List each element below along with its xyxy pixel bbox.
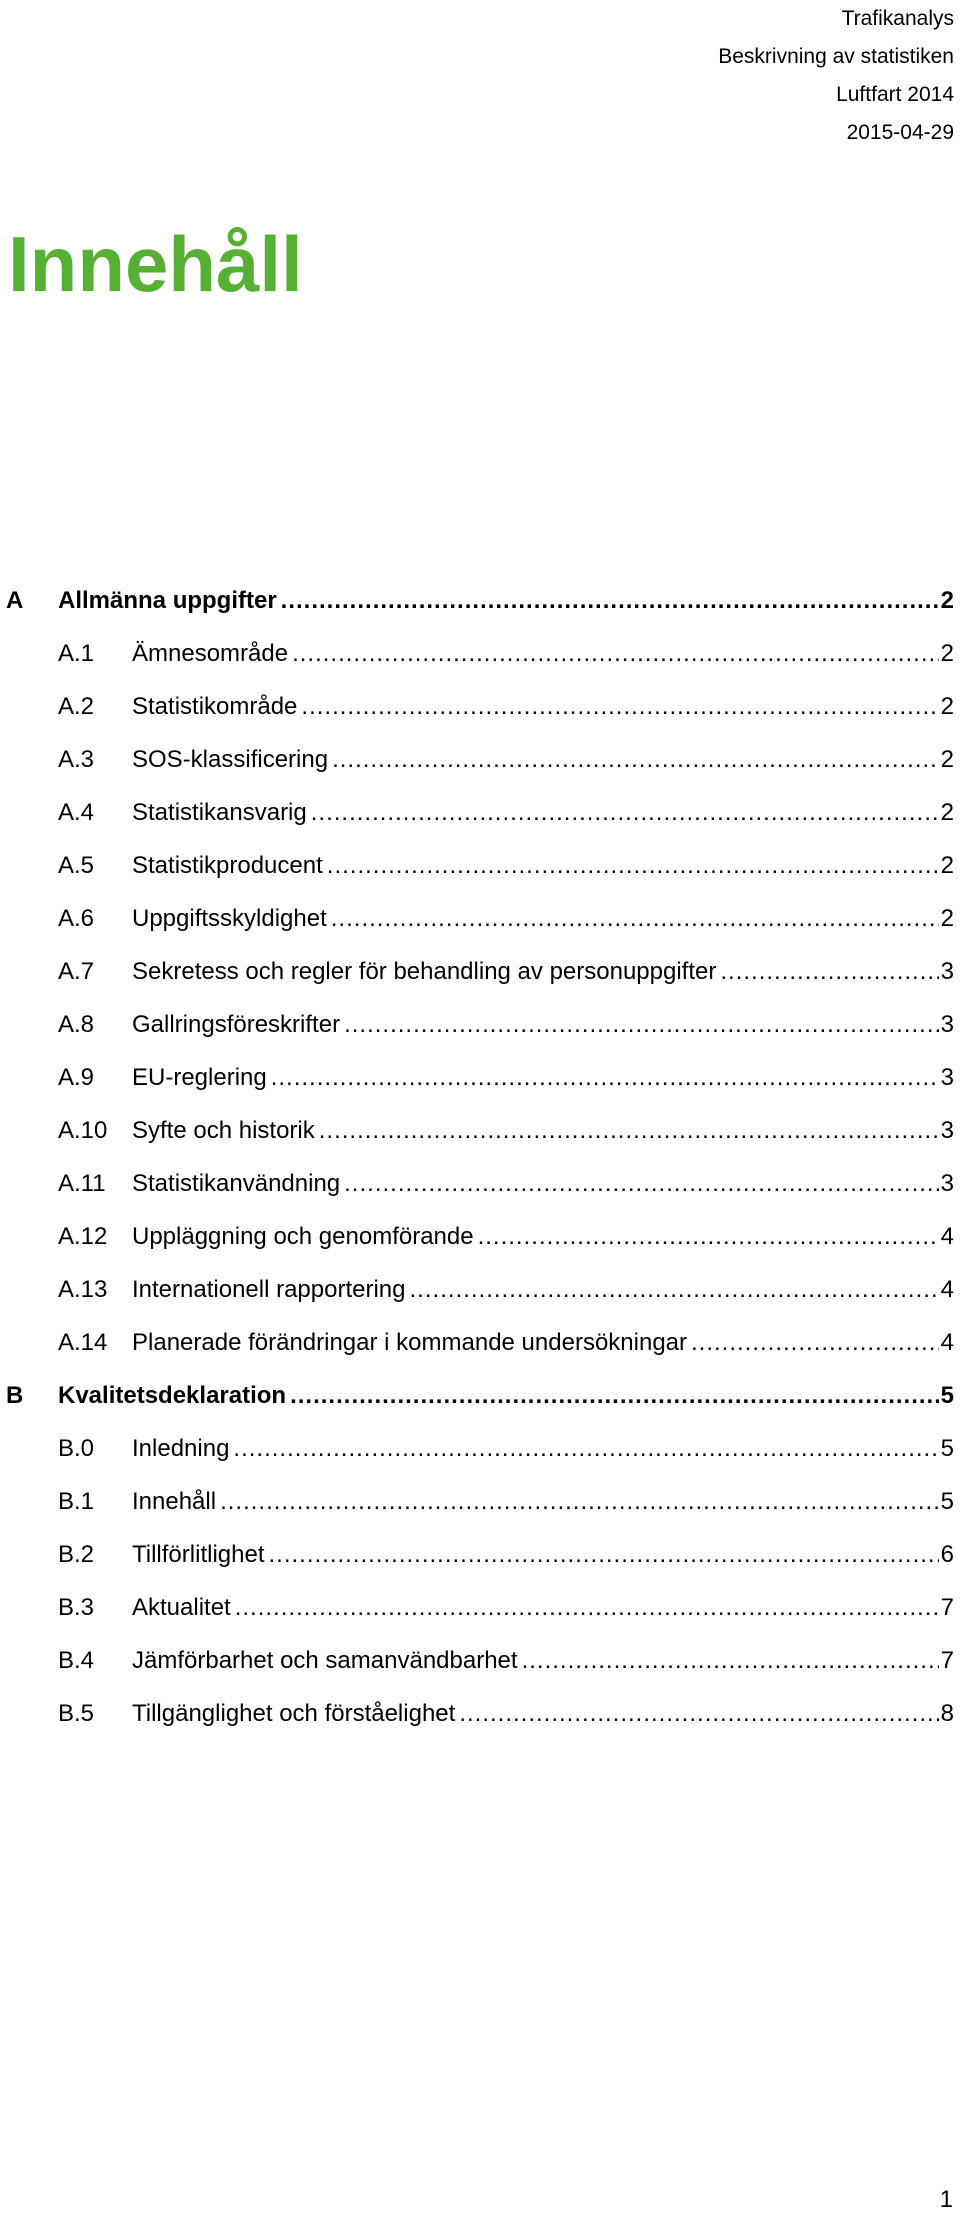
toc-number: B.4 [58, 1646, 95, 1674]
toc-dot-leader [292, 640, 939, 668]
toc-page-number: 3 [940, 1169, 954, 1197]
toc-dot-leader [332, 746, 939, 774]
toc-dot-leader [281, 587, 939, 615]
toc-page-number: 3 [940, 1063, 954, 1091]
toc-number: A.2 [58, 692, 95, 720]
toc-number: A.8 [58, 1010, 95, 1038]
toc-page-number: 5 [940, 1381, 954, 1409]
toc-entry-row[interactable] [0, 1051, 954, 1104]
toc-number: B.1 [58, 1487, 95, 1515]
toc-dot-leader [410, 1276, 939, 1304]
toc-entry-row[interactable] [0, 1475, 954, 1528]
toc-page-number: 2 [940, 692, 954, 720]
toc-dot-leader [311, 799, 939, 827]
toc-dot-leader [344, 1170, 939, 1198]
toc-label: Kvalitetsdeklaration [58, 1381, 287, 1409]
toc-entry [132, 839, 954, 892]
toc-page-number: 3 [940, 1116, 954, 1144]
toc-entry-row[interactable] [0, 1422, 954, 1475]
toc-label: Statistikansvarig [132, 798, 307, 826]
toc-label: Jämförbarhet och samanvändbarhet [132, 1646, 518, 1674]
toc-page-number: 2 [940, 798, 954, 826]
toc-page-number: 4 [940, 1222, 954, 1250]
toc-number: A.9 [58, 1063, 95, 1091]
header-org: Trafikanalys [841, 7, 954, 30]
toc-label: Planerade förändringar i kommande undersökningar [132, 1328, 687, 1356]
page-title: Innehåll [8, 220, 303, 308]
toc-entry [132, 1634, 954, 1687]
toc-entry [132, 1528, 954, 1581]
toc-number: A.11 [58, 1169, 106, 1197]
toc-page-number: 6 [940, 1540, 954, 1568]
toc-entry-row[interactable] [0, 1634, 954, 1687]
toc-entry-row[interactable] [0, 1687, 954, 1740]
toc-entry-row[interactable] [0, 786, 954, 839]
toc-number: B.5 [58, 1699, 95, 1727]
toc-number: B [6, 1381, 24, 1409]
toc-page-number: 7 [940, 1593, 954, 1621]
toc-page-number: 2 [940, 639, 954, 667]
toc-dot-leader [319, 1117, 939, 1145]
toc-dot-leader [522, 1647, 939, 1675]
toc-dot-leader [331, 905, 939, 933]
toc-label: SOS-klassificering [132, 745, 329, 773]
toc-dot-leader [344, 1011, 939, 1039]
toc-entry [58, 1369, 954, 1422]
toc-entry-row[interactable] [0, 627, 954, 680]
toc-entry-row[interactable] [0, 1210, 954, 1263]
toc-entry-row[interactable] [0, 1528, 954, 1581]
toc-entry [132, 1422, 954, 1475]
page-header [718, 0, 954, 152]
toc-entry-row[interactable] [0, 1263, 954, 1316]
header-subject: Luftfart 2014 [836, 83, 954, 106]
toc-dot-leader [268, 1541, 938, 1569]
toc-label: Statistikområde [132, 692, 298, 720]
toc-number: A.3 [58, 745, 95, 773]
toc-entry-row[interactable] [0, 1316, 954, 1369]
toc-dot-leader [301, 693, 938, 721]
toc-number: B.2 [58, 1540, 95, 1568]
toc-page-number: 5 [940, 1434, 954, 1462]
toc-entry [132, 998, 954, 1051]
header-date: 2015-04-29 [846, 121, 954, 144]
toc-entry-row[interactable] [0, 733, 954, 786]
toc-page-number: 8 [940, 1699, 954, 1727]
toc-number: A.13 [58, 1275, 108, 1303]
toc-number: A.6 [58, 904, 95, 932]
toc-label: Tillgänglighet och förståelighet [132, 1699, 456, 1727]
toc-page-number: 4 [940, 1275, 954, 1303]
toc-number: A.7 [58, 957, 95, 985]
toc-entry [132, 1263, 954, 1316]
toc-entry-row[interactable] [0, 945, 954, 998]
toc-label: Uppgiftsskyldighet [132, 904, 327, 932]
toc-page-number: 3 [940, 957, 954, 985]
toc-label: Uppläggning och genomförande [132, 1222, 474, 1250]
toc-label: Sekretess och regler för behandling av personuppgifter [132, 957, 717, 985]
toc-dot-leader [459, 1700, 938, 1728]
toc-page-number: 2 [940, 851, 954, 879]
toc-dot-leader [478, 1223, 939, 1251]
toc-entry-row[interactable] [0, 1157, 954, 1210]
toc-entry-row[interactable] [0, 839, 954, 892]
toc-entry-row[interactable] [0, 892, 954, 945]
toc-label: Internationell rapportering [132, 1275, 406, 1303]
toc-entry [132, 733, 954, 786]
toc-entry [132, 1051, 954, 1104]
toc-number: B.3 [58, 1593, 95, 1621]
toc-label: Innehåll [132, 1487, 217, 1515]
toc-entry-row[interactable] [0, 1104, 954, 1157]
toc-section-row[interactable] [0, 1369, 954, 1422]
toc-entry [132, 1316, 954, 1369]
toc-entry-row[interactable] [0, 680, 954, 733]
toc-dot-leader [691, 1329, 939, 1357]
toc-page-number: 7 [940, 1646, 954, 1674]
toc-label: Tillförlitlighet [132, 1540, 265, 1568]
toc-dot-leader [720, 958, 938, 986]
toc-label: Statistikproducent [132, 851, 323, 879]
table-of-contents [0, 574, 954, 1740]
toc-entry [58, 574, 954, 627]
toc-entry [132, 627, 954, 680]
toc-label: Gallringsföreskrifter [132, 1010, 341, 1038]
page-number: 1 [939, 2186, 953, 2213]
toc-page-number: 2 [940, 586, 954, 614]
toc-entry [132, 1687, 954, 1740]
toc-number: A.14 [58, 1328, 108, 1356]
toc-number: B.0 [58, 1434, 95, 1462]
toc-label: Statistikanvändning [132, 1169, 341, 1197]
toc-dot-leader [233, 1435, 938, 1463]
toc-page-number: 4 [940, 1328, 954, 1356]
toc-number: A.10 [58, 1116, 108, 1144]
toc-label: Ämnesområde [132, 639, 289, 667]
toc-entry [132, 1581, 954, 1634]
toc-dot-leader [220, 1488, 939, 1516]
toc-dot-leader [290, 1382, 939, 1410]
toc-section-row[interactable] [0, 574, 954, 627]
toc-entry [132, 1210, 954, 1263]
toc-entry [132, 786, 954, 839]
toc-number: A [6, 586, 24, 614]
toc-entry [132, 1157, 954, 1210]
toc-number: A.4 [58, 798, 95, 826]
toc-entry [132, 680, 954, 733]
header-doc-type: Beskrivning av statistiken [718, 45, 954, 68]
toc-label: Syfte och historik [132, 1116, 315, 1144]
toc-number: A.12 [58, 1222, 108, 1250]
toc-entry [132, 1475, 954, 1528]
toc-entry [132, 892, 954, 945]
toc-label: EU-reglering [132, 1063, 267, 1091]
toc-label: Allmänna uppgifter [58, 586, 277, 614]
toc-dot-leader [235, 1594, 939, 1622]
toc-number: A.1 [58, 639, 95, 667]
toc-entry [132, 1104, 954, 1157]
toc-page-number: 3 [940, 1010, 954, 1038]
toc-page-number: 2 [940, 904, 954, 932]
toc-number: A.5 [58, 851, 95, 879]
toc-page-number: 5 [940, 1487, 954, 1515]
toc-dot-leader [271, 1064, 939, 1092]
toc-page-number: 2 [940, 745, 954, 773]
toc-entry [132, 945, 954, 998]
toc-entry-row[interactable] [0, 998, 954, 1051]
toc-entry-row[interactable] [0, 1581, 954, 1634]
toc-label: Aktualitet [132, 1593, 231, 1621]
toc-label: Inledning [132, 1434, 230, 1462]
toc-dot-leader [327, 852, 939, 880]
